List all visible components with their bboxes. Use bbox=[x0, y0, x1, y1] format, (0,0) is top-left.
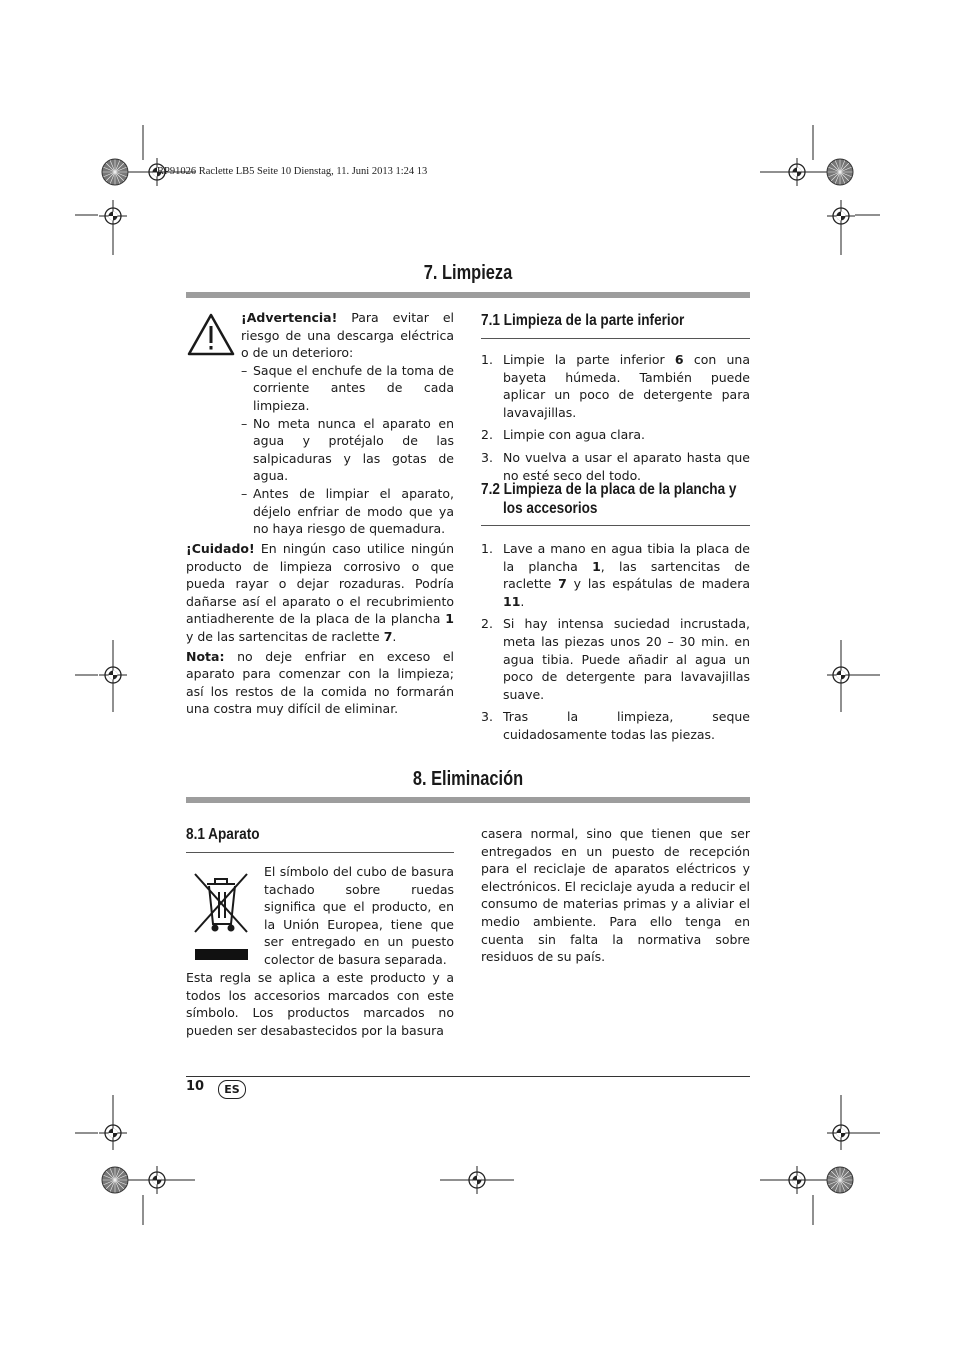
step-text: y las espátulas de madera bbox=[566, 576, 750, 592]
part-ref: 7 bbox=[383, 628, 393, 644]
weee-underline-bar bbox=[195, 949, 248, 960]
subsection-8-1-title: 8.1 Aparato bbox=[186, 826, 260, 843]
warning-text: Para evitar el riesgo de una descarga eléctrica o de un deterioro: bbox=[241, 310, 454, 361]
section-8-bar bbox=[186, 797, 750, 803]
step-text: con una bayeta húmeda. También puede aplicar un poco de detergente para lavavajillas. bbox=[503, 352, 750, 420]
list-item bbox=[481, 708, 750, 743]
weee-text-below: Esta regla se aplica a este producto y a todos los accesorios marcados con este símbolo. Los productos marcados no pueden ser desabastecidos por la basura bbox=[186, 970, 454, 1038]
caution-label: ¡Cuidado! bbox=[186, 541, 255, 556]
caution-block bbox=[186, 540, 454, 718]
step-text: Tras la limpieza, seque cuidadosamente todas las piezas. bbox=[503, 709, 750, 742]
subsection-rule bbox=[481, 338, 750, 339]
list-item bbox=[481, 351, 750, 421]
language-badge: ES bbox=[218, 1080, 246, 1099]
step-number: 1. bbox=[481, 541, 493, 556]
step-number: 3. bbox=[481, 709, 493, 725]
section-7-title: 7. Limpieza bbox=[423, 262, 513, 284]
list-item: – Saque el enchufe de la toma de corriente antes de cada limpieza. bbox=[241, 362, 454, 413]
page-number: 10 bbox=[186, 1079, 205, 1094]
weee-text-right: casera normal, sino que tienen que ser entregados en un puesto de recepción para el reciclaje de aparatos eléctricos y electrónicos. El reciclaje ayuda a reducir el consumo de materias primas y a aliviar el medio ambiente. Para ello tenga en cuenta sin falta la normativa sobre residuos de su país. bbox=[481, 826, 750, 965]
list-item bbox=[481, 449, 750, 484]
step-number: 2. bbox=[481, 616, 493, 632]
warning-label: ¡Advertencia! bbox=[241, 310, 338, 325]
step-text: No vuelva a usar el aparato hasta que no esté seco del todo. bbox=[503, 449, 750, 483]
subsection-rule bbox=[481, 525, 750, 526]
list-item bbox=[481, 540, 750, 610]
note-label: Nota: bbox=[186, 648, 225, 664]
step-number: 1. bbox=[481, 352, 493, 367]
subsection-rule bbox=[186, 852, 454, 853]
part-ref: 11 bbox=[503, 593, 521, 609]
step-text: Limpie con agua clara. bbox=[503, 427, 646, 443]
warning-triangle-icon bbox=[186, 312, 236, 357]
warning-item-text: Antes de limpiar el aparato, déjelo enfriar de modo que ya no haya riesgo de quemadura. bbox=[253, 485, 454, 537]
part-ref: 1 bbox=[592, 558, 601, 574]
note-text: no deje enfriar en exceso el aparato para comenzar con la limpieza; así los restos de la comida no formarán una costra muy difícil de eliminar. bbox=[186, 648, 454, 717]
list-item: – Antes de limpiar el aparato, déjelo enfriar de modo que ya no haya riesgo de quemadura. bbox=[241, 485, 454, 537]
section-8-title: 8. Eliminación bbox=[412, 768, 524, 790]
step-text: Lave a mano en agua tibia la placa de la plancha bbox=[503, 541, 750, 574]
caution-text: . bbox=[392, 628, 397, 644]
step-text: . bbox=[520, 593, 525, 609]
warning-item-text: Saque el enchufe de la toma de corriente antes de cada limpieza. bbox=[253, 362, 454, 413]
step-text: Si hay intensa suciedad incrustada, meta las piezas unos 20 – 30 min. en agua tibia. Puede añadir al agua un poco de detergente para lavavajillas suave. bbox=[503, 616, 750, 702]
steps-7-1 bbox=[481, 351, 750, 489]
part-ref: 1 bbox=[445, 611, 454, 627]
step-text: , las sartencitas de raclette bbox=[503, 558, 750, 592]
caution-text: y de las sartencitas de raclette bbox=[186, 628, 384, 644]
list-item: – No meta nunca el aparato en agua y protéjalo de las salpicaduras y las gotas de agua. bbox=[241, 415, 454, 484]
weee-text-beside: El símbolo del cubo de basura tachado sobre ruedas significa que el producto, en la Unión Europea, tiene que ser entregado en un puesto colector de basura separada. bbox=[264, 864, 454, 967]
print-slug: RP91026 Raclette LB5 Seite 10 Dienstag, 11. Juni 2013 1:24 13 bbox=[157, 166, 428, 177]
part-ref: 7 bbox=[558, 576, 567, 592]
footer-rule bbox=[186, 1076, 750, 1077]
step-text: Limpie la parte inferior bbox=[503, 352, 675, 367]
warning-item-text: No meta nunca el aparato en agua y protéjalo de las salpicaduras y las gotas de agua. bbox=[253, 415, 454, 484]
subsection-7-2-title: 7.2 Limpieza de la placa de la plancha y los accesorios bbox=[481, 481, 737, 517]
warning-list bbox=[241, 362, 454, 538]
step-number: 2. bbox=[481, 427, 493, 443]
section-7-bar bbox=[186, 292, 750, 298]
steps-7-2 bbox=[481, 540, 750, 749]
list-item bbox=[481, 615, 750, 703]
caution-text: En ningún caso utilice ningún producto de limpieza corrosivo o que pueda rayar o dejar rozaduras. Podría dañarse así el aparato o el recubrimiento antiadherente de la placa de la plancha bbox=[186, 541, 454, 627]
subsection-7-1-title: 7.1 Limpieza de la parte inferior bbox=[481, 312, 685, 329]
warning-block bbox=[241, 309, 454, 538]
list-item bbox=[481, 426, 750, 444]
step-number: 3. bbox=[481, 449, 493, 465]
crossed-out-wheelie-bin-icon bbox=[189, 868, 253, 940]
part-ref: 6 bbox=[674, 352, 684, 367]
